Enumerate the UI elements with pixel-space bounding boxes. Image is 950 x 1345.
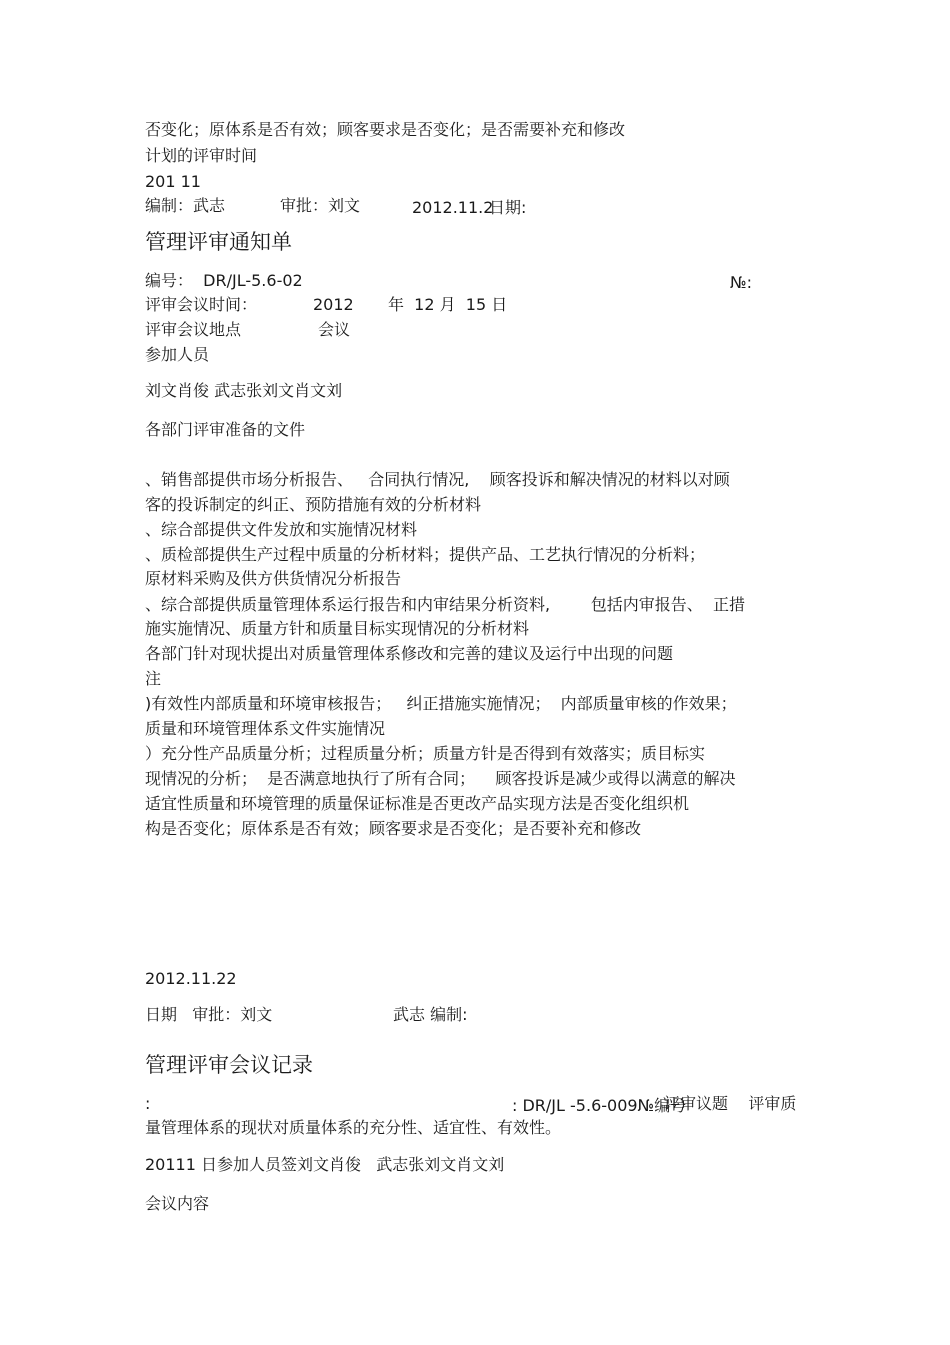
meeting-time-year: 2012 (313, 295, 354, 314)
notice-number: 编号： DR/JL-5.6-02 (145, 271, 303, 290)
sign-editor: 武志 编制: (393, 1005, 468, 1024)
docs-label: 各部门评审准备的文件 (145, 420, 306, 439)
date-value: 2012.11.2 (412, 198, 494, 217)
record-title: 管理评审会议记录 (145, 1053, 313, 1077)
doc-line: 、综合部提供质量管理体系运行报告和内审结果分析资料, 包括内审报告、 正措 (145, 595, 745, 614)
note-label: 注 (145, 669, 162, 688)
text-line: 201 11 (145, 172, 201, 191)
doc-line: 施实施情况、质量方针和质量目标实现情况的分析材料 (145, 619, 530, 638)
record-line: 量管理体系的现状对质量体系的充分性、适宜性、有效性。 (145, 1118, 562, 1137)
notice-title: 管理评审通知单 (145, 230, 292, 254)
note-line: ）充分性产品质量分析；过程质量分析；质量方针是否得到有效落实；质目标实 (145, 744, 706, 763)
doc-line: 各部门针对现状提出对质量管理体系修改和完善的建议及运行中出现的问题 (145, 644, 674, 663)
note-line: 现情况的分析； 是否满意地执行了所有合同； 顾客投诉是减少或得以满意的解决 (145, 769, 736, 788)
note-line: 适宜性质量和环境管理的质量保证标准是否更改产品实现方法是否变化组织机 (145, 794, 690, 813)
sign-approver: 日期 审批：刘文 (145, 1005, 273, 1024)
doc-line: 、销售部提供市场分析报告、 合同执行情况, 顾客投诉和解决情况的材料以对顾 (145, 470, 730, 489)
doc-line: 、质检部提供生产过程中质量的分析材料；提供产品、工艺执行情况的分析料； (145, 545, 706, 564)
meeting-time-label: 评审会议时间： (145, 295, 258, 314)
attendees-label: 参加人员 (145, 345, 210, 364)
meeting-time-date: 年 12 月 15 日 (388, 295, 508, 314)
note-line: )有效性内部质量和环境审核报告； 纠正措施实施情况； 内部质量审核的作效果； (145, 694, 737, 713)
text-line: 计划的评审时间 (145, 146, 258, 165)
record-topic: 评审议题 评审质 (664, 1094, 797, 1113)
record-line: 20111 日参加人员签刘文肖俊 武志张刘文肖文刘 (145, 1155, 505, 1174)
doc-line: 、综合部提供文件发放和实施情况材料 (145, 520, 418, 539)
attendees-list: 刘文肖俊 武志张刘文肖文刘 (145, 381, 343, 400)
doc-line: 原材料采购及供方供货情况分析报告 (145, 569, 402, 588)
editor-label: 编制：武志 (145, 196, 226, 215)
note-line: 质量和环境管理体系文件实施情况 (145, 719, 386, 738)
record-number: : DR/JL -5.6-009№编号 (512, 1096, 687, 1115)
meeting-place-label: 评审会议地点 (145, 320, 242, 339)
note-line: 构是否变化；原体系是否有效；顾客要求是否变化；是否要补充和修改 (145, 819, 642, 838)
text-line: 否变化；原体系是否有效；顾客要求是否变化；是否需要补充和修改 (145, 120, 626, 139)
record-colon: : (145, 1094, 151, 1113)
meeting-place-value: 会议 (318, 320, 351, 339)
no-mark: №: (730, 273, 753, 292)
record-line: 会议内容 (145, 1194, 210, 1213)
approver-label: 审批：刘文 (280, 196, 361, 215)
date-label: 日期: (489, 198, 527, 217)
doc-line: 客的投诉制定的纠正、预防措施有效的分析材料 (145, 495, 482, 514)
sign-date: 2012.11.22 (145, 969, 237, 988)
